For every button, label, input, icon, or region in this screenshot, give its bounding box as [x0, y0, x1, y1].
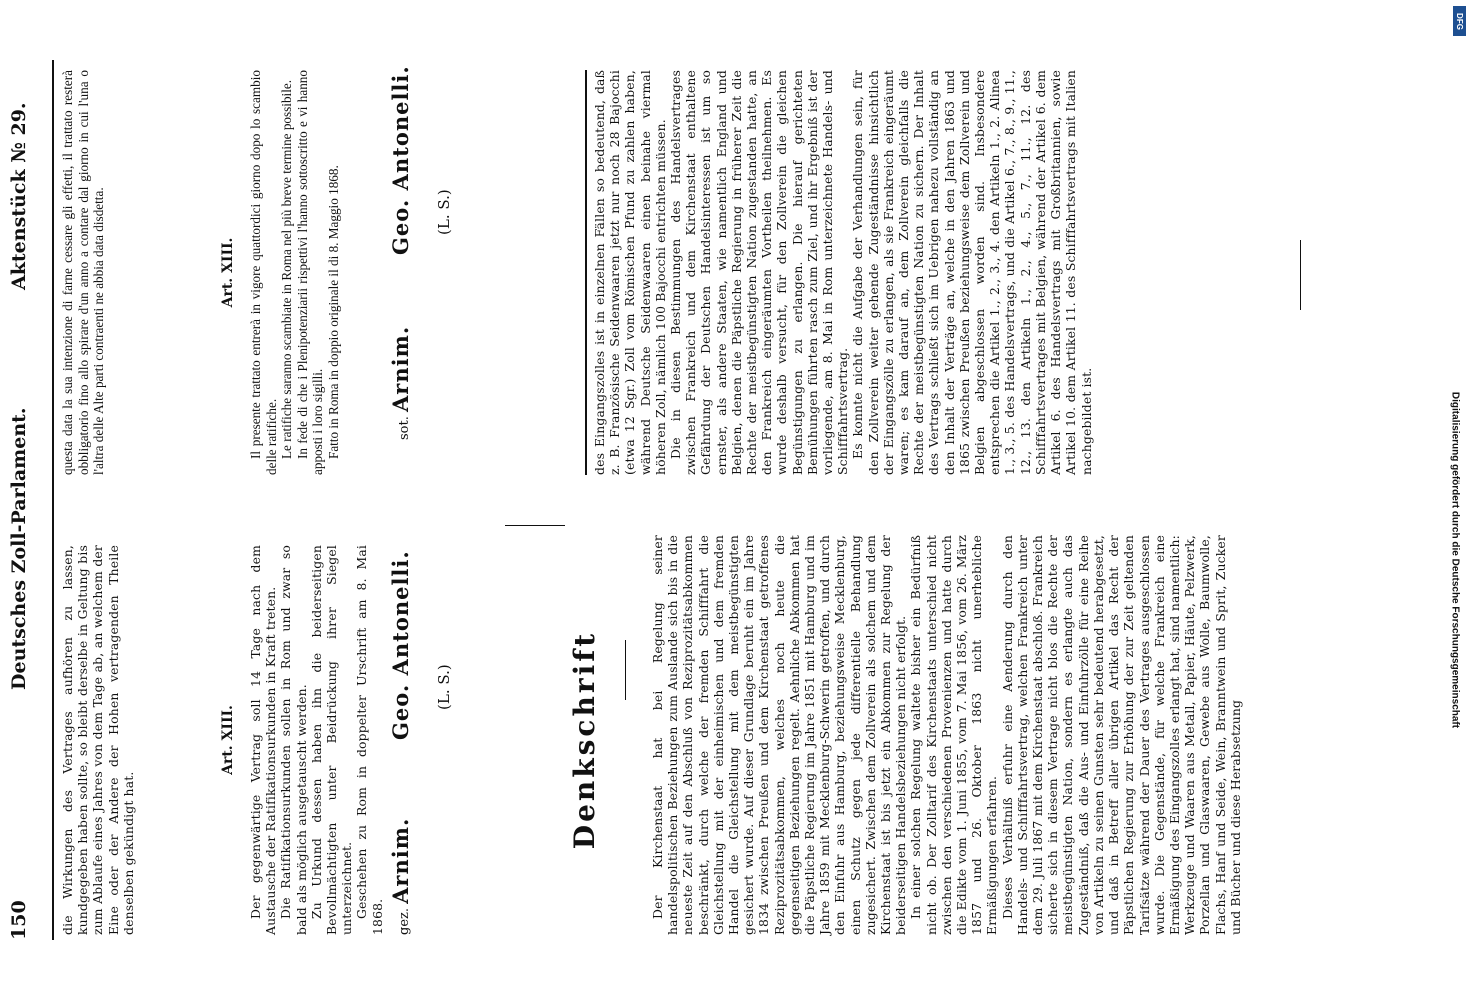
right-article-paragraph: Fatto in Roma in doppio originale il di 8. Maggio 1868. — [325, 165, 341, 459]
right-article-body — [248, 70, 342, 475]
left-continuation-text: die Wirkungen des Vertrages aufhören zu lassen, kundgegeben haben sollte, so bleibt derselbe in Geltung bis zum Ablaufe eines Jahres von dem Tage ab, an welchem der Eine oder der Andere der Hohen vertragenden Theile denselben gekündigt hat. — [60, 545, 136, 935]
left-article-paragraph: Der gegenwärtige Vertrag soll 14 Tage nach dem Austausche der Ratifikationsurkunden in Kraft treten. — [248, 545, 279, 935]
left-signature-antonelli — [388, 550, 413, 740]
memo-rule — [585, 70, 587, 475]
memo-column-2 — [592, 70, 1094, 475]
left-column-continuation — [60, 545, 136, 935]
right-seal: (L. S.) — [435, 189, 453, 235]
memo-paragraph: des Eingangszolles ist in einzelnen Fällen so bedeutend, daß z. B. Französische Seidenwaaren jetzt nur noch 28 Bajocchi (etwa 12 Sgr.) Zoll vom Römischen Pfund zu zahlen haben, während Deutsche Seidenwaaren einen beinahe viermal höheren Zoll, nämlich 100 Bajocchi entrichten müssen. — [592, 70, 668, 475]
document-number: Aktenstück № 29. — [8, 102, 30, 290]
memo-paragraph: Der Kirchenstaat hat bei Regelung seiner handelspolitischen Beziehungen zum Auslande sich bis in die neueste Zeit auf den Abschluß von Reziprozitätsabkommen beschränkt, durch welche der fremden Schifffahrt die Gleichstellung mit der einheimischen und dem fremden Handel die Gleichstellung mit dem meistbegünstigten gesichert wurde. Auf dieser Grundlage beruht ein im Jahre 1834 zwischen Preußen und dem Kirchenstaat getroffenes Reziprozitätsabkommen, welches noch heute die gegenseitigen Beziehungen regelt. Aehnliche Abkommen hat die Päpstliche Regierung im Jahre 1851 mit Hamburg und im Jahre 1859 mit Mecklenburg-Schwerin getroffen, und durch den Einfuhr aus Hamburg, beziehungsweise Mecklenburg, einen Schutz gegen jede differentielle Behandlung zugesichert. Zwischen dem Zollverein als solchem und dem Kirchenstaat ist bis jetzt ein Abkommen zur Regelung der beiderseitigen Handelsbeziehungen nicht erfolgt. — [650, 535, 909, 935]
right-signature-antonelli — [388, 65, 413, 255]
end-rule — [1300, 240, 1301, 310]
column-divider — [505, 525, 565, 526]
header-rule — [52, 60, 54, 940]
memo-title: Denkschrift — [568, 630, 601, 850]
memo-column-1 — [650, 535, 1243, 935]
left-article-body — [248, 545, 385, 935]
signature-name: Geo. Antonelli. — [388, 65, 413, 255]
right-article-paragraph: Il presente trattato entrerà in vigore quattordici giorno dopo lo scambio delle ratifiche. — [248, 70, 279, 475]
right-signature-arnim — [388, 326, 413, 440]
left-article-heading: Art. XIII. — [220, 705, 236, 775]
left-article-paragraph: Die Ratifikationsurkunden sollen in Rom und zwar so bald als möglich ausgetauscht werden. — [278, 545, 309, 935]
page-number: 150 — [8, 900, 30, 940]
signature-name: Arnim. — [388, 325, 413, 412]
memo-paragraph: Dieses Verhältniß erfuhr eine Aenderung durch den Handels- und Schifffahrtsvertrag, welchen Frankreich unter dem 29. Juli 1867 mit dem Kirchenstaat abschloß. Frankreich sicherte sich in diesem Vertrage nicht blos die Rechte der meistbegünstigten Nation, sondern es erlangte auch das Zugeständniß, daß die Aus- und Einfuhrzölle für eine Reihe von Artikeln zu seinen Gunsten sehr bedeutend herabgesetzt, und daß in Betreff aller übrigen Artikel das Recht der Päpstlichen Regierung zur Erhöhung der zur Zeit geltenden Tarifsätze während der Dauer des Vertrages ausgeschlossen wurde. Die Gegenstände, für welche Frankreich eine Ermäßigung des Eingangszolles erlangt hat, sind namentlich: Werkzeuge und Waaren aus Metall, Papier, Häute, Pelzwerk, Porzellan und Glaswaaren, Gewebe aus Wolle, Baumwolle, Flachs, Hanf und Seide, Wein, Branntwein und Sprit, Zucker und Bücher und diese Herabsetzung — [999, 535, 1243, 935]
left-article-paragraph: Geschehen zu Rom in doppelter Urschrift am 8. Mai 1868. — [354, 545, 385, 935]
memo-paragraph: Die in diesen Bestimmungen des Handelsvertrages zwischen Frankreich und dem Kirchenstaat enthaltene Gefährdung der Deutschen Handelsinteressen ist um so ernster, als andere Staaten, wie namentlich England und Belgien, denen die Päpstliche Regierung in früherer Zeit die Rechte der meistbegünstigten Nation zugestanden hatte, an den Frankreich eingeräumten Vortheilen theilnehmen. Es wurde deshalb versucht, für den Zollverein die gleichen Begünstigungen zu erlangen. Die hierauf gerichteten Bemühungen führten rasch zum Ziel, und ihr Ergebniß ist der vorliegende, am 8. Mai in Rom unterzeichnete Handels- und Schifffahrtsvertrag. — [668, 70, 851, 475]
right-article-paragraph: In fede di che i Plenipotenziarii rispettivi l'hanno sottoscritto e vi hanno apposti i loro sigilli. — [294, 70, 326, 475]
left-signature-arnim — [388, 818, 413, 935]
memo-paragraph: In einer solchen Regelung waltete bisher ein Bedürfniß nicht ob. Der Zolltarif des Kirchenstaats unterschied nicht zwischen den verschiedenen Provenienzen und hatte durch die Edikte vom 1. Juni 1855, vom 7. Mai 1856, vom 26. März 1857 und 26. Oktober 1863 nicht unerhebliche Ermäßigungen erfahren. — [908, 535, 1000, 935]
title-divider — [625, 640, 626, 700]
dfg-logo: DFG — [1453, 6, 1466, 36]
signature-prefix: gez. — [397, 908, 412, 935]
memo-paragraph: Es konnte nicht die Aufgabe der Verhandlungen sein, für den Zollverein weiter gehende Zugeständnisse hinsichtlich der Eingangszölle zu erlangen, als sie Frankreich eingeräumt waren; es kam darauf an, dem Zollverein gleichfalls die Rechte der meistbegünstigten Nation zu sichern. Der Inhalt des Vertrags schließt sich im Uebrigen nahezu vollständig an den Inhalt der Verträge an, welche in den Jahren 1863 und 1865 zwischen Preußen beziehungsweise dem Zollverein und Belgien abgeschlossen worden sind. Insbesondere entsprechen die Artikel 1., 2., 3., 4. den Artikeln 1., 2. Alinea 1., 3., 5. des Handelsvertrags, und die Artikel 6., 7., 8., 9., 11., 12., 13. den Artikeln 1., 2., 4., 5., 7., 11., 12. des Schifffahrtsvertrages mit Belgien, während der Artikel 6. dem Artikel 6. des Handelsvertrags mit Großbritannien, sowie Artikel 10. dem Artikel 11. des Schifffahrtsvertrags mit Italien nachgebildet ist. — [850, 70, 1094, 475]
signature-prefix: sot. — [397, 416, 412, 440]
right-continuation-text: questa data la sua intenzione di farne cessare gli effetti, il trattato resterà obbligatorio fino allo spirare d'un anno a contare dal giorno in cui l'una o l'altra delle Alte parti contraenti ne abbia data disdetta. — [60, 70, 107, 475]
credit-text: Digitalisierung gefördert durch die Deutsche Forschungsgemeinschaft — [1449, 391, 1461, 729]
right-article-paragraph: Le ratifiche saranno scambiate in Roma nel più breve termine possibile. — [279, 79, 295, 459]
left-seal: (L. S.) — [435, 664, 453, 710]
signature-name: Arnim. — [388, 817, 413, 904]
running-title: Deutsches Zoll-Parlament. — [8, 407, 30, 690]
right-article-heading: Art. XIII. — [220, 237, 236, 308]
right-column-continuation — [60, 70, 107, 475]
signature-name: Geo. Antonelli. — [388, 550, 413, 740]
digitization-credit — [1444, 0, 1466, 1000]
left-article-paragraph: Zu Urkund dessen haben ihn die beiderseitigen Bevollmächtigten unter Beidrückung ihrer Siegel unterzeichnet. — [308, 545, 355, 935]
